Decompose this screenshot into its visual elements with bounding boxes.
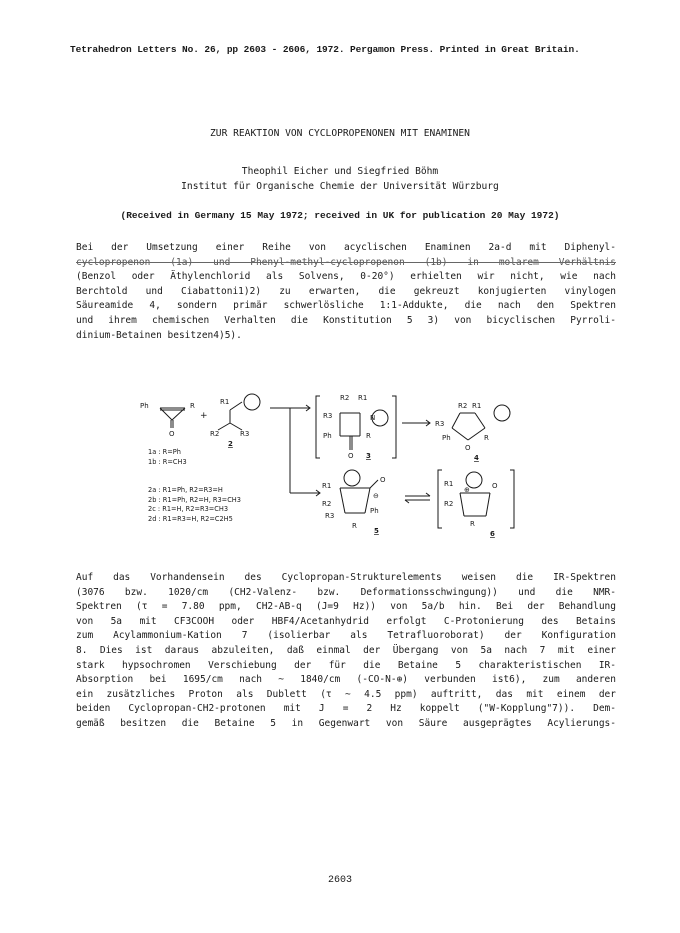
substituent-line: 2c : R1=H, R2=R3=CH3 <box>148 505 229 513</box>
label-r3: R3 <box>325 512 335 520</box>
article-affiliation: Institut für Organische Chemie der Universität Würzburg <box>181 181 499 192</box>
page-number: 2603 <box>327 875 352 886</box>
label-r: R <box>352 522 357 530</box>
article-title: ZUR REAKTION VON CYCLOPROPENONEN MIT ENAMINEN <box>210 128 470 139</box>
label-r2: R2 <box>444 500 454 508</box>
label-plus: + <box>200 411 208 421</box>
label-o: O <box>348 452 354 460</box>
text-line: Bei der Umsetzung einer Reihe von acyclischen Enaminen 2a-d mit Diphenyl- <box>76 242 616 253</box>
text-line: cyclopropenon (1a) und Phenyl-methyl-cyclopropenon (1b) in molarem Verhältnis <box>76 256 616 268</box>
label-r3: R3 <box>240 430 250 438</box>
label-ph: Ph <box>370 507 379 515</box>
label-r2: R2 <box>210 430 220 438</box>
text-line: von 5a mit CF3COOH oder HBF4/Acetanhydrid erfolgt C-Protonierung des Betains <box>76 615 616 627</box>
text-line: Säureamide 4, sondern primär schwerlösliche 1:1-Addukte, die nach den Spektren <box>76 300 616 312</box>
text-line: zum Acylammonium-Kation 7 (isolierbar als Tetrafluoroborat) der Konfiguration <box>76 630 616 642</box>
compound-number-3: 3 <box>366 452 371 460</box>
label-r3: R3 <box>435 420 445 428</box>
label-r1: R1 <box>220 398 230 406</box>
label-r2: R2 <box>340 394 350 402</box>
label-o: O <box>492 482 498 490</box>
text-line: Auf das Vorhandensein des Cyclopropan-Strukturelements weisen die IR-Spektren <box>76 572 616 583</box>
label-ph: Ph <box>140 402 149 410</box>
label-ph: Ph <box>442 434 451 442</box>
label-r1: R1 <box>444 480 454 488</box>
label-r1: R1 <box>322 482 332 490</box>
text-line: gemäß besitzen die Betaine 5 in Gegenwart von Säure ausgeprägtes Acylierungs- <box>76 717 616 729</box>
text-line: Absorption bei 1695/cm nach ~ 1840/cm (-CO-N-⊕) verbunden ist6), zum anderen <box>76 674 616 686</box>
label-ph: Ph <box>323 432 332 440</box>
label-r2: R2 <box>322 500 332 508</box>
label-r2: R2 <box>458 402 468 410</box>
label-negative-charge: ⊖ <box>373 492 379 500</box>
text-line: (3076 bzw. 1020/cm (CH2-Valenz- bzw. Deformationsschwingung)) und die NMR- <box>76 586 616 598</box>
substituents-enamine <box>148 486 241 524</box>
label-o: O <box>380 476 386 484</box>
compound-number-4: 4 <box>474 454 479 462</box>
substituent-line: 1b : R=CH3 <box>148 457 187 466</box>
text-line: Spektren (τ = 7.80 ppm, CH2-AB-q (J=9 Hz)) von 5a/b hin. Bei der Behandlung <box>76 601 616 613</box>
text-line: und ihrem chemischen Verhalten die Konstitution 5 3) von bicyclischen Pyrroli- <box>76 314 616 326</box>
label-r: R <box>190 402 195 410</box>
compound-number-5: 5 <box>374 527 379 535</box>
received-dates: (Received in Germany 15 May 1972; received in UK for publication 20 May 1972) <box>120 210 560 221</box>
label-r: R <box>366 432 371 440</box>
substituent-line: 1a : R=Ph <box>148 448 181 456</box>
substituent-line: 2d : R1=R3=H, R2=C2H5 <box>148 514 233 523</box>
substituent-line: 2a : R1=Ph, R2=R3=H <box>148 486 223 494</box>
article-authors: Theophil Eicher und Siegfried Böhm <box>241 166 439 177</box>
text-line: beiden Cyclopropan-CH2-protonen mit J = 2 Hz koppelt ("W-Kopplung"7)). Dem- <box>76 703 616 715</box>
text-line: (Benzol oder Äthylenchlorid als Solvens, 0-20°) erhielten wir nicht, wie nach <box>76 271 616 283</box>
paragraph-spectra <box>76 571 616 732</box>
text-line: 8. Dies ist daraus abzuleiten, daß einmal der Übergang von 5a nach 7 mit einer <box>76 644 616 656</box>
label-r1: R1 <box>472 402 482 410</box>
text-line: Berchtold und Ciabattoni1)2) zu erwarten, die gekreuzt konjugierten vinylogen <box>76 285 616 297</box>
label-r: R <box>484 434 489 442</box>
reaction-scheme <box>130 388 550 548</box>
journal-header: Tetrahedron Letters No. 26, pp 2603 - 2606, 1972. Pergamon Press. Printed in Great Britain. <box>70 44 580 55</box>
label-r1: R1 <box>358 394 368 402</box>
compound-number-6: 6 <box>490 530 495 538</box>
label-positive-charge: ⊕ <box>464 486 470 494</box>
label-r: R <box>470 520 475 528</box>
label-n: N <box>370 414 376 422</box>
label-o: O <box>169 430 175 438</box>
text-line: stark hypsochromen Verschiebung der für die Betaine 5 charakteristischen IR- <box>76 659 616 671</box>
text-line: ein zusätzliches Proton als Dublett (τ ~ 4.5 ppm) auftritt, das mit einem der <box>76 688 616 700</box>
compound-number-2: 2 <box>228 440 233 448</box>
label-r3: R3 <box>323 412 333 420</box>
label-o: O <box>465 444 471 452</box>
substituent-line: 2b : R1=Ph, R2=H, R3=CH3 <box>148 495 241 504</box>
substituents-cyclopropenone <box>148 448 187 467</box>
text-line: dinium-Betainen besitzen4)5). <box>76 329 242 341</box>
paragraph-intro <box>76 241 616 343</box>
